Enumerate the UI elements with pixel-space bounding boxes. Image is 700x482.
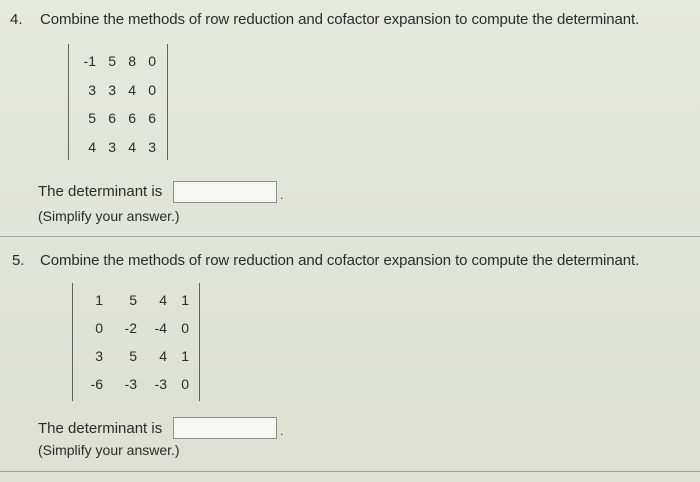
- matrix-q5: [72, 283, 200, 401]
- matrix-cell: 6: [128, 110, 136, 126]
- matrix-cell: 3: [108, 82, 116, 98]
- matrix-cell: 3: [108, 139, 116, 155]
- matrix-cell: 5: [129, 292, 137, 308]
- determinant-answer-input-q4[interactable]: [173, 181, 277, 203]
- matrix-cell: 4: [128, 82, 136, 98]
- matrix-cell: 1: [181, 292, 189, 308]
- answer-hint: (Simplify your answer.): [38, 442, 180, 458]
- matrix-cell: 0: [148, 53, 156, 69]
- matrix-cell: -1: [83, 53, 96, 69]
- matrix-cell: 4: [128, 139, 136, 155]
- matrix-cell: 4: [159, 348, 167, 364]
- matrix-row: [73, 348, 189, 366]
- matrix-cell: 1: [95, 292, 103, 308]
- matrix-cell: 3: [88, 82, 96, 98]
- matrix-row: [73, 376, 189, 394]
- matrix-row: [73, 320, 189, 338]
- determinant-answer-input-q5[interactable]: [173, 417, 277, 439]
- answer-hint: (Simplify your answer.): [38, 208, 180, 224]
- matrix-cell: 0: [148, 82, 156, 98]
- matrix-cell: -3: [154, 376, 167, 392]
- answer-period: .: [280, 188, 284, 202]
- answer-label: The determinant is: [38, 183, 163, 200]
- matrix-cell: 5: [88, 110, 96, 126]
- answer-label: The determinant is: [38, 420, 163, 437]
- matrix-cell: 5: [108, 53, 116, 69]
- question-prompt: Combine the methods of row reduction and cofactor expansion to compute the determinant.: [40, 252, 640, 269]
- matrix-cell: -3: [124, 376, 137, 392]
- matrix-row: [69, 110, 156, 128]
- matrix-cell: 8: [128, 53, 136, 69]
- matrix-cell: 0: [181, 376, 189, 392]
- question-divider: [0, 236, 700, 237]
- answer-period: .: [280, 424, 284, 438]
- matrix-row: [69, 139, 156, 157]
- matrix-cell: 3: [95, 348, 103, 364]
- question-divider: [0, 471, 700, 472]
- matrix-cell: 6: [148, 110, 156, 126]
- matrix-cell: 1: [181, 348, 189, 364]
- matrix-cell: 4: [88, 139, 96, 155]
- matrix-cell: -2: [124, 320, 137, 336]
- matrix-cell: 0: [181, 320, 189, 336]
- matrix-cell: 3: [148, 139, 156, 155]
- matrix-q4: [68, 44, 168, 160]
- matrix-cell: 5: [129, 348, 137, 364]
- matrix-cell: 0: [95, 320, 103, 336]
- matrix-cell: -6: [90, 376, 103, 392]
- matrix-cell: -4: [154, 320, 167, 336]
- question-prompt: Combine the methods of row reduction and cofactor expansion to compute the determinant.: [40, 11, 640, 28]
- matrix-row: [73, 292, 189, 310]
- matrix-row: [69, 82, 156, 100]
- question-number: 4.: [10, 11, 23, 28]
- question-number: 5.: [12, 252, 25, 269]
- matrix-cell: 4: [159, 292, 167, 308]
- matrix-cell: 6: [108, 110, 116, 126]
- matrix-row: [69, 53, 156, 71]
